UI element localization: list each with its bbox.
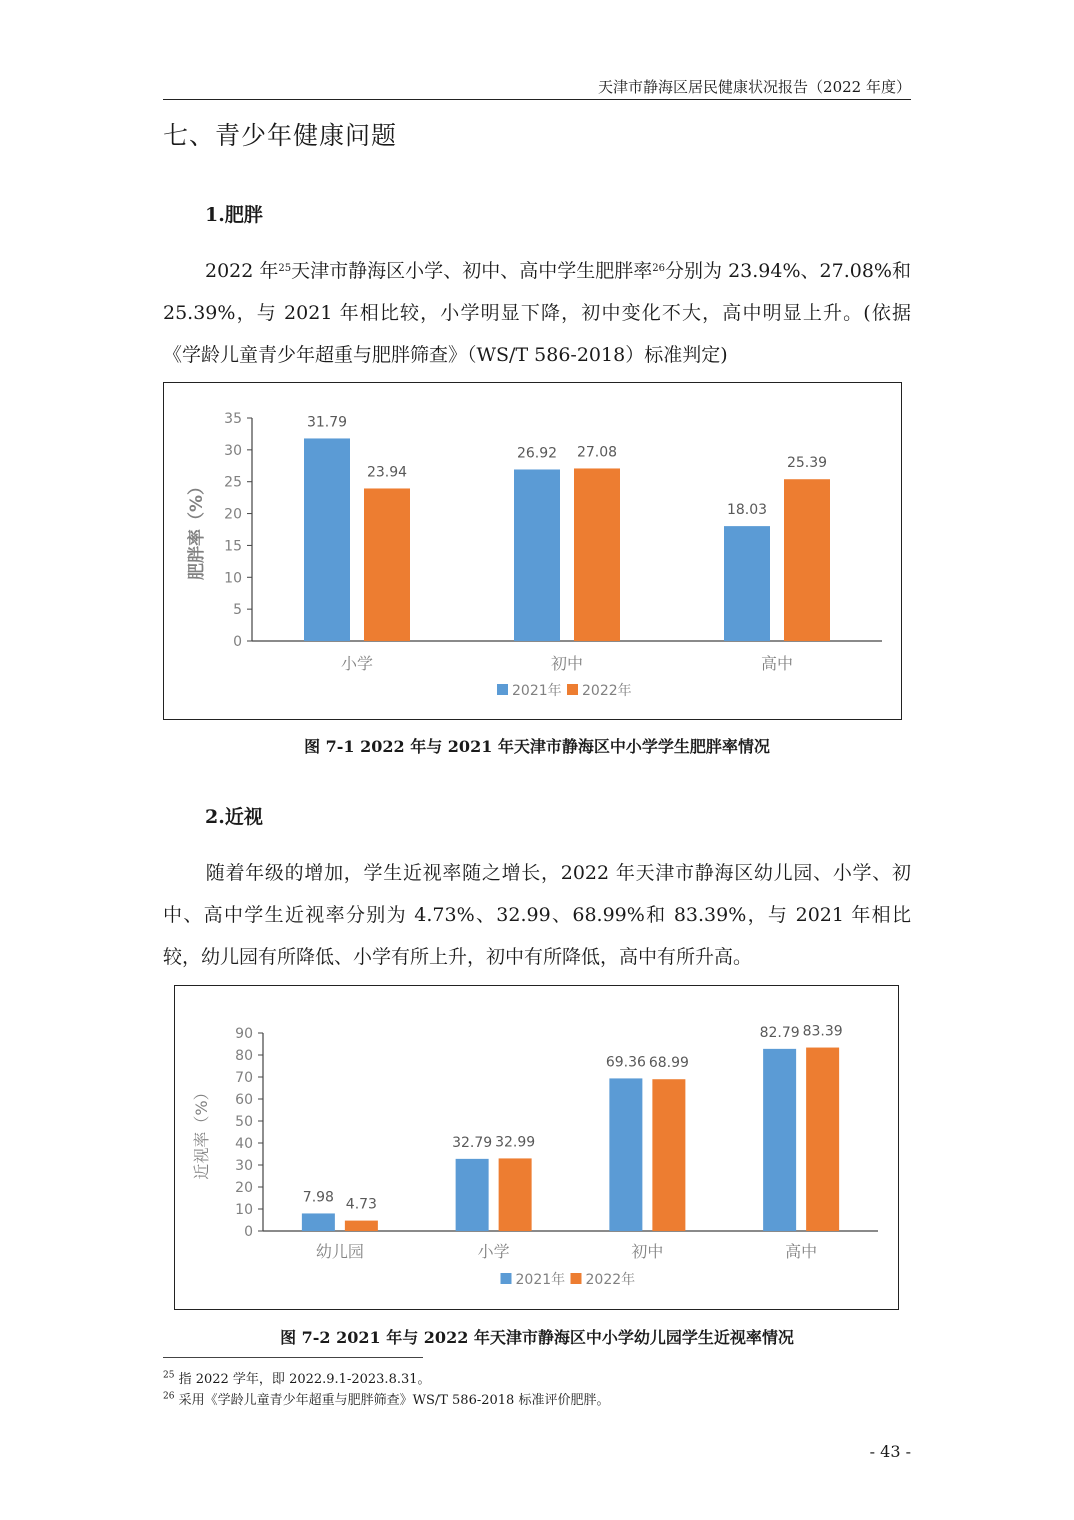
legend-label: 2022年	[585, 1272, 636, 1288]
obesity-chart	[163, 382, 902, 720]
obesity-heading: 1.肥胖	[205, 204, 263, 226]
y-axis-label: 肥胖率（%）	[187, 477, 207, 581]
footnote-num: 25	[163, 1370, 175, 1381]
legend-swatch	[571, 1273, 582, 1284]
bar-value-label: 7.98	[302, 1189, 334, 1206]
y-tick-label: 20	[235, 1180, 253, 1196]
x-category-label: 小学	[340, 654, 374, 673]
bar	[456, 1159, 489, 1231]
myopia-text: 随着年级的增加，学生近视率随之增长，2022 年天津市静海区幼儿园、小学、初中、高中学生近视率分别为 4.73%、32.99、68.99%和 83.39%，与 2021 年相比较，幼儿园有所降低、小学有所上升，初中有所降低，高中有所升高。	[163, 862, 911, 968]
footnote-ref-25[interactable]: 25	[278, 263, 292, 274]
bar-value-label: 69.36	[605, 1054, 646, 1071]
footnote-text: 指 2022 学年，即 2022.9.1-2023.8.31。	[174, 1372, 431, 1387]
bar	[609, 1078, 642, 1231]
header-rule	[163, 99, 911, 100]
bar	[784, 479, 830, 641]
x-category-label: 高中	[785, 1242, 818, 1261]
myopia-caption: 图 7-2 2021 年与 2022 年天津市静海区中小学幼儿园学生近视率情况	[280, 1328, 794, 1347]
y-tick-label: 5	[233, 602, 242, 619]
bar-value-label: 82.79	[759, 1024, 800, 1041]
bar-value-label: 18.03	[726, 502, 768, 519]
y-tick-label: 20	[224, 506, 242, 523]
footnote-text: 采用《学龄儿童青少年超重与肥胖筛查》WS/T 586-2018 标准评价肥胖。	[174, 1393, 610, 1408]
myopia-chart	[174, 985, 899, 1310]
running-header: 天津市静海区居民健康状况报告（2022 年度）	[598, 78, 911, 96]
bar-value-label: 68.99	[648, 1055, 689, 1072]
page-number: - 43 -	[869, 1442, 911, 1461]
footnote-ref-26[interactable]: 26	[652, 263, 665, 274]
y-axis-label: 近视率（%）	[192, 1084, 211, 1180]
obesity-caption: 图 7-1 2022 年与 2021 年天津市静海区中小学学生肥胖率情况	[304, 737, 770, 756]
bar	[304, 438, 350, 641]
x-category-label: 初中	[550, 654, 584, 673]
legend-swatch	[501, 1273, 512, 1284]
bar	[763, 1049, 796, 1231]
y-tick-label: 10	[235, 1202, 253, 1218]
x-category-label: 初中	[631, 1242, 664, 1261]
obesity-text-b: 天津市静海区小学、初中、高中学生肥胖率	[291, 260, 653, 282]
myopia-chart-svg	[175, 986, 898, 1309]
y-tick-label: 25	[224, 474, 242, 491]
obesity-text-c: 分别为 23.94%、27.08%和 25.39%，与 2021 年相比较，小学明显下降，初中变化不大，高中明显上升。(依据《学龄儿童青少年超重与肥胖筛查》（WS/T 586-2018）标准判定)	[163, 260, 911, 366]
bar-value-label: 4.73	[345, 1196, 377, 1213]
bar	[499, 1158, 532, 1231]
legend-swatch	[567, 684, 578, 695]
legend-label: 2021年	[515, 1272, 566, 1288]
y-tick-label: 90	[235, 1026, 253, 1042]
bar-value-label: 32.99	[495, 1134, 536, 1151]
section-title: 七、青少年健康问题	[163, 121, 398, 150]
bar	[364, 488, 410, 641]
y-tick-label: 15	[224, 538, 242, 555]
x-category-label: 幼儿园	[315, 1242, 364, 1261]
y-tick-label: 30	[235, 1158, 253, 1174]
obesity-paragraph	[163, 250, 911, 376]
bar	[514, 469, 560, 641]
y-tick-label: 35	[224, 411, 242, 427]
bar	[574, 468, 620, 641]
bar-value-label: 23.94	[366, 464, 408, 481]
bar-value-label: 83.39	[802, 1023, 843, 1040]
bar-value-label: 26.92	[516, 445, 558, 462]
footnote-25	[163, 1368, 431, 1387]
y-tick-label: 10	[224, 570, 242, 587]
bar	[302, 1213, 335, 1231]
obesity-chart-svg	[164, 383, 901, 719]
obesity-text-a: 2022 年	[205, 260, 279, 282]
myopia-paragraph	[163, 852, 911, 978]
y-tick-label: 70	[235, 1070, 253, 1086]
y-tick-label: 30	[224, 442, 242, 459]
y-tick-label: 0	[244, 1224, 253, 1240]
y-tick-label: 80	[235, 1048, 253, 1064]
bar-value-label: 25.39	[786, 455, 828, 472]
footnote-num: 26	[163, 1391, 175, 1402]
bar-value-label: 32.79	[452, 1134, 493, 1151]
x-category-label: 小学	[477, 1242, 510, 1261]
bar	[652, 1079, 685, 1231]
footnote-26	[163, 1389, 609, 1408]
y-tick-label: 50	[235, 1114, 253, 1130]
x-category-label: 高中	[760, 654, 794, 673]
footnote-rule	[163, 1357, 423, 1358]
legend-label: 2021年	[512, 683, 562, 699]
legend-swatch	[497, 684, 508, 695]
bar-value-label: 27.08	[576, 444, 618, 461]
bar	[806, 1048, 839, 1231]
bar	[345, 1221, 378, 1231]
y-tick-label: 40	[235, 1136, 253, 1152]
bar	[724, 526, 770, 641]
bar-value-label: 31.79	[306, 414, 348, 431]
legend-label: 2022年	[582, 683, 632, 699]
myopia-heading: 2.近视	[205, 806, 263, 828]
y-tick-label: 60	[235, 1092, 253, 1108]
y-tick-label: 0	[233, 634, 242, 650]
